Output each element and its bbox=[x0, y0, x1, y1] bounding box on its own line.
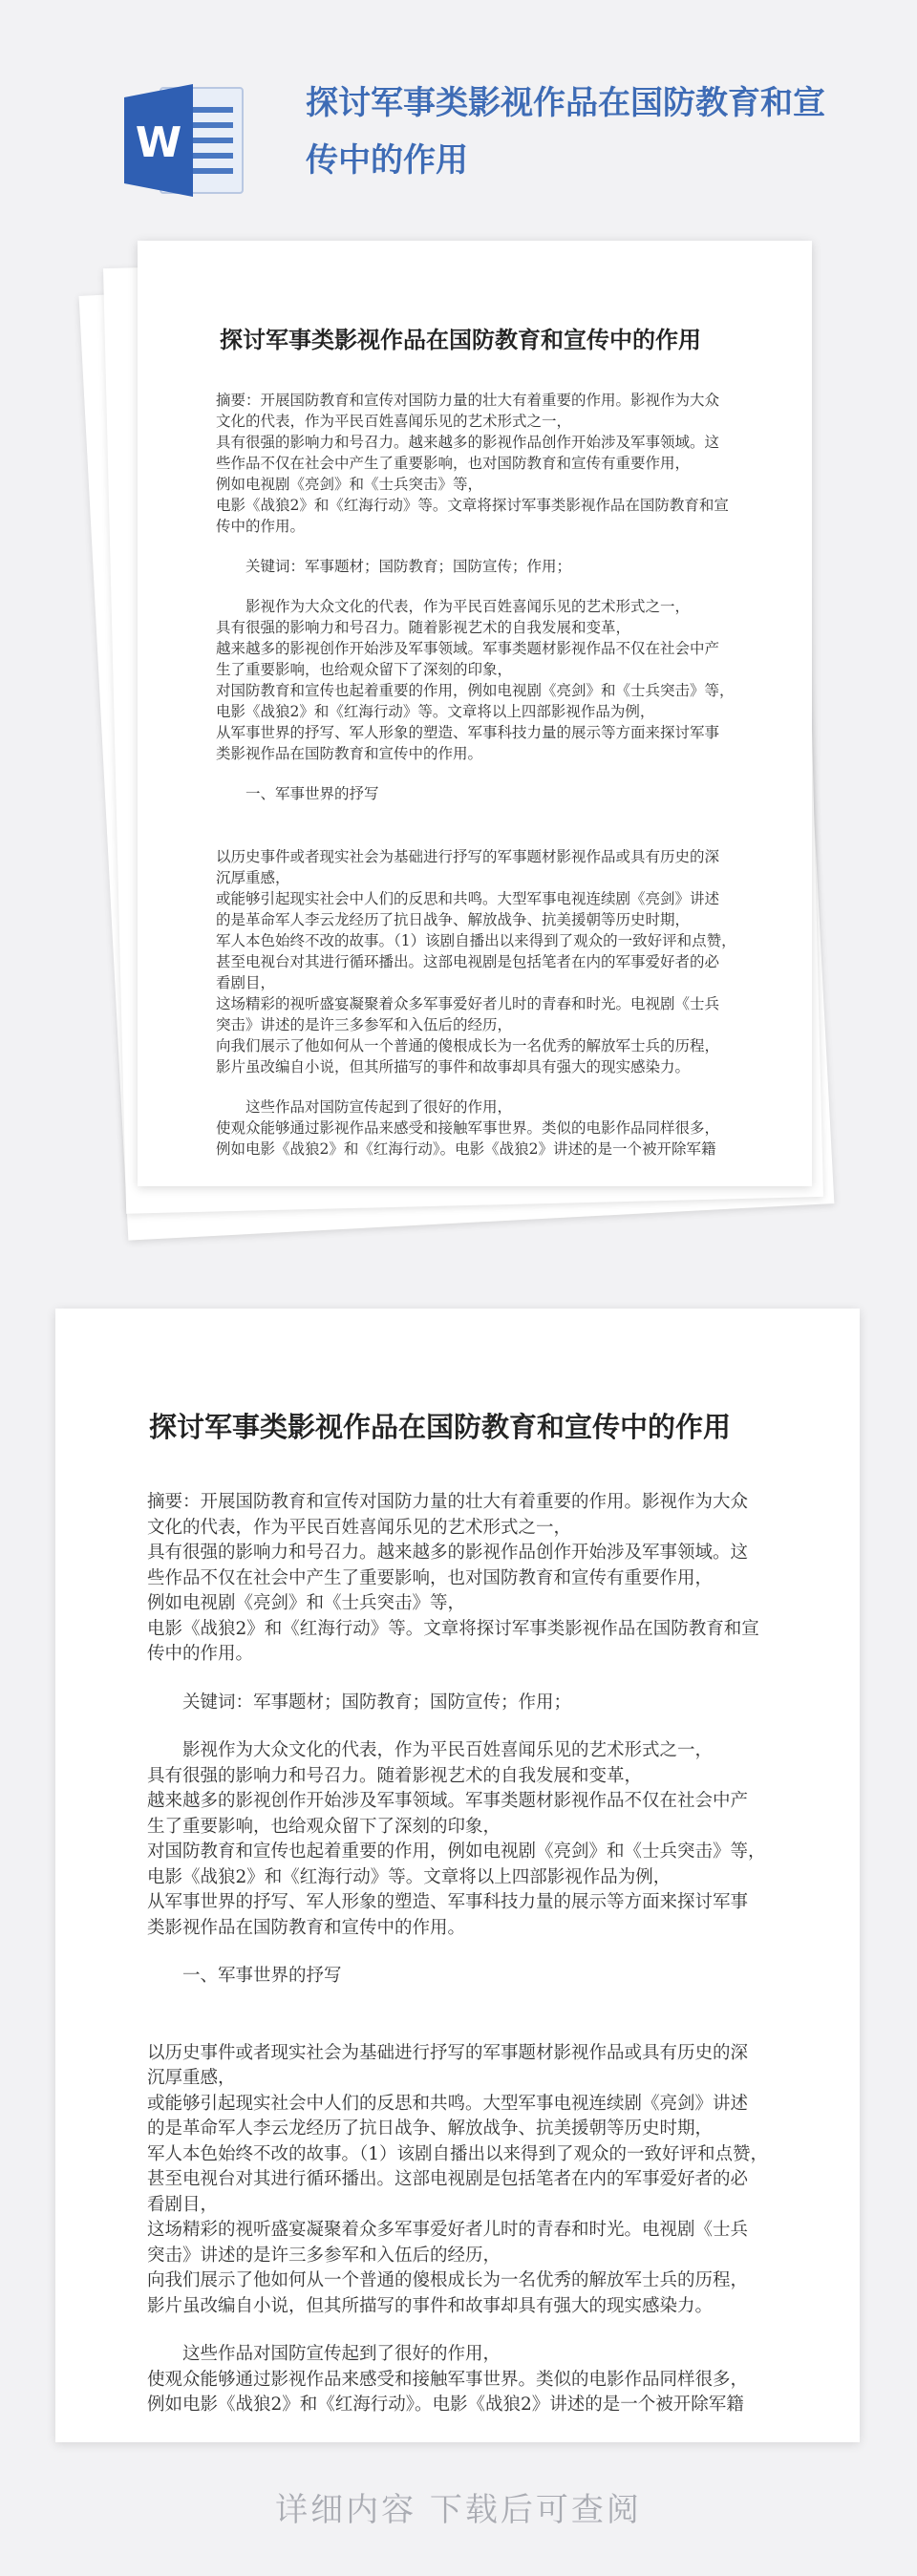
abstract-line: 电影《战狼2》和《红海行动》等。文章将探讨军事类影视作品在国防教育和宣 bbox=[216, 497, 729, 514]
paragraph-line: 这些作品对国防宣传起到了很好的作用， bbox=[245, 1098, 513, 1116]
paragraph-line: 军人本色始终不改的故事。（1）该剧自播出以来得到了观众的一致好评和点赞， bbox=[216, 932, 736, 949]
paragraph-line: 以历史事件或者现实社会为基础进行抒写的军事题材影视作品或具有历史的深 bbox=[216, 848, 720, 865]
paragraph-line: 生了重要影响，也给观众留下了深刻的印象， bbox=[216, 661, 513, 678]
abstract-line: 例如电视剧《亮剑》和《士兵突击》等， bbox=[147, 1593, 466, 1613]
paragraph-line: 具有很强的影响力和号召力。随着影视艺术的自我发展和变革， bbox=[216, 619, 631, 636]
keywords: 关键词：军事题材；国防教育；国防宣传；作用； bbox=[245, 558, 572, 575]
abstract-line: 传中的作用。 bbox=[216, 518, 306, 535]
paragraph-line: 使观众能够通过影视作品来感受和接触军事世界。类似的电影作品同样很多， bbox=[147, 2369, 749, 2390]
abstract-line: 具有很强的影响力和号召力。越来越多的影视作品创作开始涉及军事领域。这 bbox=[147, 1543, 749, 1563]
paragraph-line: 影片虽改编自小说，但其所描写的事件和故事却具有强大的现实感染力。 bbox=[216, 1058, 691, 1075]
paragraph-line: 突击》讲述的是许三多参军和入伍后的经历， bbox=[147, 2245, 501, 2266]
paragraph-line: 沉厚重感， bbox=[216, 869, 290, 886]
paragraph-line: 甚至电视台对其进行循环播出。这部电视剧是包括笔者在内的军事爱好者的必 bbox=[147, 2169, 749, 2189]
paragraph-line: 这场精彩的视听盛宴凝聚着众多军事爱好者儿时的青春和时光。电视剧《士兵 bbox=[216, 995, 720, 1012]
abstract-line: 具有很强的影响力和号召力。越来越多的影视作品创作开始涉及军事领域。这 bbox=[216, 434, 720, 451]
abstract-line: 些作品不仅在社会中产生了重要影响，也对国防教育和宣传有重要作用， bbox=[216, 455, 691, 472]
paragraph-line: 例如电影《战狼2》和《红海行动》。电影《战狼2》讲述的是一个被开除军籍 bbox=[147, 2395, 744, 2415]
paragraph-line: 向我们展示了他如何从一个普通的傻根成长为一名优秀的解放军士兵的历程， bbox=[147, 2270, 749, 2290]
paragraph-line: 突击》讲述的是许三多参军和入伍后的经历， bbox=[216, 1016, 513, 1033]
paragraph-line: 影视作为大众文化的代表，作为平民百姓喜闻乐见的艺术形式之一， bbox=[245, 598, 691, 615]
document-preview-page bbox=[138, 241, 812, 1186]
abstract-line: 摘要：开展国防教育和宣传对国防力量的壮大有着重要的作用。影视作为大众 bbox=[147, 1492, 749, 1512]
abstract-line: 例如电视剧《亮剑》和《士兵突击》等， bbox=[216, 476, 483, 493]
paragraph-line: 沉厚重感， bbox=[147, 2068, 236, 2088]
paragraph-line: 看剧目， bbox=[147, 2194, 219, 2215]
document-title: 探讨军事类影视作品在国防教育和宣传中的作用 bbox=[149, 1411, 732, 1443]
paragraph bbox=[216, 846, 739, 1077]
paragraph bbox=[147, 1738, 778, 1941]
document-page bbox=[55, 1309, 860, 2442]
paragraph-line: 电影《战狼2》和《红海行动》等。文章将以上四部影视作品为例， bbox=[147, 1866, 672, 1887]
paragraph-line: 或能够引起现实社会中人们的反思和共鸣。大型军事电视连续剧《亮剑》讲述 bbox=[216, 890, 720, 907]
paragraph-line: 这场精彩的视听盛宴凝聚着众多军事爱好者儿时的青春和时光。电视剧《士兵 bbox=[147, 2220, 749, 2240]
abstract-line: 摘要：开展国防教育和宣传对国防力量的壮大有着重要的作用。影视作为大众 bbox=[216, 392, 720, 409]
paragraph-line: 或能够引起现实社会中人们的反思和共鸣。大型军事电视连续剧《亮剑》讲述 bbox=[147, 2093, 749, 2114]
word-document-icon bbox=[124, 78, 248, 202]
section-heading: 一、军事世界的抒写 bbox=[245, 785, 379, 802]
abstract-line: 文化的代表，作为平民百姓喜闻乐见的艺术形式之一， bbox=[216, 413, 572, 430]
paragraph-line: 对国防教育和宣传也起着重要的作用，例如电视剧《亮剑》和《士兵突击》等， bbox=[216, 682, 735, 699]
abstract-line: 电影《战狼2》和《红海行动》等。文章将探讨军事类影视作品在国防教育和宣 bbox=[147, 1618, 759, 1639]
download-hint: 详细内容 下载后可查阅 bbox=[275, 2491, 642, 2529]
paragraph-line: 电影《战狼2》和《红海行动》等。文章将以上四部影视作品为例， bbox=[216, 703, 655, 720]
paragraph-line: 生了重要影响，也给观众留下了深刻的印象， bbox=[147, 1816, 501, 1837]
abstract-line: 些作品不仅在社会中产生了重要影响，也对国防教育和宣传有重要作用， bbox=[147, 1567, 714, 1588]
paragraph-line: 影视作为大众文化的代表，作为平民百姓喜闻乐见的艺术形式之一， bbox=[182, 1740, 714, 1760]
paragraph-line: 具有很强的影响力和号召力。随着影视艺术的自我发展和变革， bbox=[147, 1765, 643, 1786]
paragraph-line: 从军事世界的抒写、军人形象的塑造、军事科技力量的展示等方面来探讨军事 bbox=[216, 724, 720, 741]
paragraph-line: 使观众能够通过影视作品来感受和接触军事世界。类似的电影作品同样很多， bbox=[216, 1119, 720, 1137]
keywords: 关键词：军事题材；国防教育；国防宣传；作用； bbox=[182, 1692, 572, 1713]
page-header bbox=[0, 0, 917, 220]
paragraph-line: 以历史事件或者现实社会为基础进行抒写的军事题材影视作品或具有历史的深 bbox=[147, 2042, 749, 2063]
paragraph-line: 这些作品对国防宣传起到了很好的作用， bbox=[182, 2344, 501, 2364]
paragraph-line: 从军事世界的抒写、军人形象的塑造、军事科技力量的展示等方面来探讨军事 bbox=[147, 1892, 749, 1912]
word-icon-letter: W bbox=[135, 118, 182, 167]
document-body bbox=[147, 1490, 778, 2418]
paragraph-line: 的是革命军人李云龙经历了抗日战争、解放战争、抗美援朝等历史时期， bbox=[147, 2118, 714, 2139]
paragraph-line: 的是革命军人李云龙经历了抗日战争、解放战争、抗美援朝等历史时期， bbox=[216, 911, 691, 928]
abstract bbox=[147, 1490, 778, 1668]
paragraph bbox=[147, 2342, 778, 2418]
paragraph-line: 对国防教育和宣传也起着重要的作用，例如电视剧《亮剑》和《士兵突击》等， bbox=[147, 1842, 766, 1862]
paragraph-line: 类影视作品在国防教育和宣传中的作用。 bbox=[216, 745, 483, 762]
paragraph-line: 例如电影《战狼2》和《红海行动》。电影《战狼2》讲述的是一个被开除军籍 bbox=[216, 1140, 716, 1158]
paragraph bbox=[216, 596, 739, 764]
document-title: 探讨军事类影视作品在国防教育和宣传中的作用 bbox=[220, 326, 701, 353]
header-title: 探讨军事类影视作品在国防教育和宣传中的作用 bbox=[306, 84, 825, 180]
paragraph-line: 向我们展示了他如何从一个普通的傻根成长为一名优秀的解放军士兵的历程， bbox=[216, 1037, 720, 1054]
paragraph-line: 越来越多的影视创作开始涉及军事领域。军事类题材影视作品不仅在社会中产 bbox=[216, 640, 720, 657]
paragraph-line: 甚至电视台对其进行循环播出。这部电视剧是包括笔者在内的军事爱好者的必 bbox=[216, 953, 720, 970]
section-heading: 一、军事世界的抒写 bbox=[182, 1966, 342, 1986]
paragraph-line: 类影视作品在国防教育和宣传中的作用。 bbox=[147, 1917, 466, 1938]
paragraph bbox=[147, 2041, 778, 2320]
abstract-line: 文化的代表，作为平民百姓喜闻乐见的艺术形式之一， bbox=[147, 1517, 572, 1538]
paragraph-line: 军人本色始终不改的故事。（1）该剧自播出以来得到了观众的一致好评和点赞， bbox=[147, 2143, 769, 2164]
paragraph bbox=[216, 1096, 739, 1160]
abstract-line: 传中的作用。 bbox=[147, 1644, 254, 1664]
paragraph-line: 影片虽改编自小说，但其所描写的事件和故事却具有强大的现实感染力。 bbox=[147, 2295, 714, 2316]
abstract bbox=[216, 390, 739, 537]
document-body bbox=[216, 390, 739, 1160]
paragraph-line: 看剧目， bbox=[216, 974, 276, 991]
paragraph-line: 越来越多的影视创作开始涉及军事领域。军事类题材影视作品不仅在社会中产 bbox=[147, 1791, 749, 1811]
